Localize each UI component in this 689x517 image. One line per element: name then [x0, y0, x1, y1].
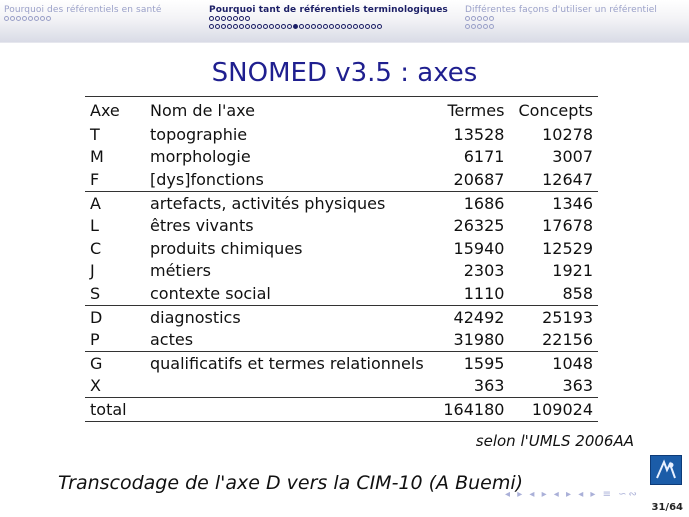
progress-dot[interactable] [353, 24, 358, 29]
progress-dot[interactable] [489, 24, 494, 29]
cell-name: qualificatifs et termes relationnels [145, 351, 435, 374]
cell-name: contexte social [150, 283, 271, 303]
section-progress-dots[interactable] [209, 24, 448, 31]
progress-dot[interactable] [16, 16, 21, 21]
cell-concepts: 10278 [542, 124, 593, 144]
table-total-row [85, 398, 598, 422]
cell-concepts: 22156 [542, 330, 593, 350]
cell-total-termes: 164180 [435, 398, 509, 422]
cell-concepts: 1921 [552, 261, 593, 281]
progress-dot[interactable] [227, 24, 232, 29]
cell-termes: 363 [473, 376, 505, 396]
progress-dot[interactable] [239, 24, 244, 29]
section-nav-item-2[interactable] [209, 5, 448, 31]
progress-dot[interactable] [245, 24, 250, 29]
progress-dot[interactable] [245, 16, 250, 21]
progress-dot[interactable] [4, 16, 9, 21]
cell-name: métiers [150, 261, 211, 281]
progress-dot[interactable] [269, 24, 274, 29]
cell-total-concepts: 109024 [509, 398, 598, 422]
progress-dot[interactable] [233, 24, 238, 29]
cell-termes: 2303 [463, 261, 505, 281]
slide-title: SNOMED v3.5 : axes [211, 58, 478, 88]
cell-concepts: 858 [562, 283, 593, 303]
footer-text: Transcodage de l'axe D vers la CIM-10 (A Buemi) [58, 472, 524, 494]
section-nav-item-1[interactable] [4, 5, 162, 23]
cell-concepts: 3007 [552, 147, 593, 167]
table-row [85, 282, 598, 305]
progress-dot[interactable] [311, 24, 316, 29]
progress-dot[interactable] [465, 16, 470, 21]
cell-axe: A [85, 191, 145, 214]
progress-dot[interactable] [227, 16, 232, 21]
cell-concepts: 1048 [509, 351, 598, 374]
progress-dot[interactable] [347, 24, 352, 29]
progress-dot[interactable] [28, 16, 33, 21]
table-row [85, 237, 598, 260]
cell-axe: J [90, 261, 95, 281]
table-row [85, 123, 598, 146]
table-row [85, 375, 598, 398]
progress-dot[interactable] [377, 24, 382, 29]
progress-dot[interactable] [323, 24, 328, 29]
cell-axe: L [90, 216, 99, 236]
section-progress-dots[interactable] [209, 16, 448, 23]
cell-total-label: total [85, 398, 145, 422]
cell-name: morphologie [150, 147, 251, 167]
cell-name: artefacts, activités physiques [145, 191, 435, 214]
column-header-concepts: Concepts [509, 97, 598, 124]
progress-dot[interactable] [40, 16, 45, 21]
progress-dot[interactable] [293, 24, 298, 29]
progress-dot[interactable] [215, 16, 220, 21]
progress-dot[interactable] [317, 24, 322, 29]
progress-dot[interactable] [299, 24, 304, 29]
progress-dot[interactable] [34, 16, 39, 21]
progress-dot[interactable] [251, 24, 256, 29]
column-header-axe: Axe [85, 97, 145, 124]
section-progress-dots[interactable] [4, 16, 162, 23]
progress-dot[interactable] [257, 24, 262, 29]
axes-table-container [85, 96, 598, 422]
progress-dot[interactable] [46, 16, 51, 21]
progress-dot[interactable] [341, 24, 346, 29]
table-row [85, 351, 598, 374]
progress-dot[interactable] [359, 24, 364, 29]
progress-dot[interactable] [281, 24, 286, 29]
section-nav-label[interactable]: Pourquoi tant de référentiels terminologiques [209, 5, 448, 15]
institution-logo [650, 455, 682, 485]
progress-dot[interactable] [489, 16, 494, 21]
table-row [85, 328, 598, 351]
cell-axe: T [90, 124, 100, 144]
cell-name: êtres vivants [150, 216, 254, 236]
section-nav-label[interactable]: Différentes façons d'utiliser un référentiel [465, 5, 657, 15]
cell-name: produits chimiques [150, 238, 303, 258]
table-body [85, 123, 598, 421]
cell-axe: X [90, 376, 101, 396]
table-row [85, 260, 598, 283]
table-row [85, 305, 598, 328]
cell-termes: 13528 [453, 124, 505, 144]
progress-dot[interactable] [215, 24, 220, 29]
cell-name: [dys]fonctions [150, 169, 264, 189]
progress-dot[interactable] [483, 16, 488, 21]
cell-empty [145, 398, 435, 422]
progress-dot[interactable] [329, 24, 334, 29]
progress-dot[interactable] [465, 24, 470, 29]
column-header-termes: Termes [435, 97, 509, 124]
cell-axe: C [90, 238, 102, 258]
cell-axe: P [90, 330, 100, 350]
cell-concepts: 363 [562, 376, 593, 396]
cell-concepts: 17678 [542, 216, 593, 236]
section-navigation-bar [0, 0, 689, 43]
progress-dot[interactable] [209, 24, 214, 29]
progress-dot[interactable] [209, 16, 214, 21]
cell-termes: 20687 [453, 169, 505, 189]
column-header-name: Nom de l'axe [145, 97, 435, 124]
beamer-navigation-symbols[interactable]: ◂ ▸ ◂ ▸ ◂ ▸ ◂ ▸ ≡ ∽∾ [505, 489, 639, 500]
cell-axe: G [85, 351, 145, 374]
progress-dot[interactable] [263, 24, 268, 29]
cell-termes: 42492 [435, 305, 509, 328]
cell-concepts: 1346 [509, 191, 598, 214]
cell-axe: S [90, 283, 101, 303]
progress-dot[interactable] [365, 24, 370, 29]
progress-dot[interactable] [471, 16, 476, 21]
cell-termes: 31980 [453, 330, 505, 350]
progress-dot[interactable] [275, 24, 280, 29]
axes-table [85, 96, 598, 422]
cell-concepts: 12529 [542, 238, 593, 258]
table-row [85, 191, 598, 214]
cell-name: topographie [150, 124, 248, 144]
cell-axe: M [90, 147, 104, 167]
progress-dot[interactable] [221, 24, 226, 29]
table-row [85, 146, 598, 169]
progress-dot[interactable] [233, 16, 238, 21]
table-row [85, 168, 598, 191]
cell-termes: 1686 [435, 191, 509, 214]
cell-termes: 15940 [453, 238, 505, 258]
cell-termes: 26325 [453, 216, 505, 236]
progress-dot[interactable] [471, 24, 476, 29]
logo-emblem-icon [651, 456, 681, 484]
table-row [85, 214, 598, 237]
progress-dot[interactable] [371, 24, 376, 29]
cell-axe: F [90, 169, 100, 189]
section-nav-label[interactable]: Pourquoi des référentiels en santé [4, 5, 162, 15]
cell-name: actes [150, 330, 194, 350]
cell-concepts: 25193 [509, 305, 598, 328]
cell-termes: 1595 [435, 351, 509, 374]
section-progress-dots[interactable] [465, 24, 657, 31]
progress-dot[interactable] [477, 16, 482, 21]
cell-termes: 6171 [463, 147, 505, 167]
cell-concepts: 12647 [542, 169, 593, 189]
progress-dot[interactable] [221, 16, 226, 21]
progress-dot[interactable] [477, 24, 482, 29]
cell-name [145, 375, 435, 398]
cell-name: diagnostics [145, 305, 435, 328]
progress-dot[interactable] [335, 24, 340, 29]
cell-axe: D [85, 305, 145, 328]
progress-dot[interactable] [483, 24, 488, 29]
progress-dot[interactable] [239, 16, 244, 21]
source-note: selon l'UMLS 2006AA [475, 432, 634, 450]
cell-termes: 1110 [463, 283, 505, 303]
page-number: 31/64 [651, 502, 683, 513]
table-header-row [85, 97, 598, 124]
progress-dot[interactable] [22, 16, 27, 21]
progress-dot[interactable] [287, 24, 292, 29]
progress-dot[interactable] [305, 24, 310, 29]
section-progress-dots[interactable] [465, 16, 657, 23]
progress-dot[interactable] [10, 16, 15, 21]
section-nav-item-3[interactable] [465, 5, 657, 31]
